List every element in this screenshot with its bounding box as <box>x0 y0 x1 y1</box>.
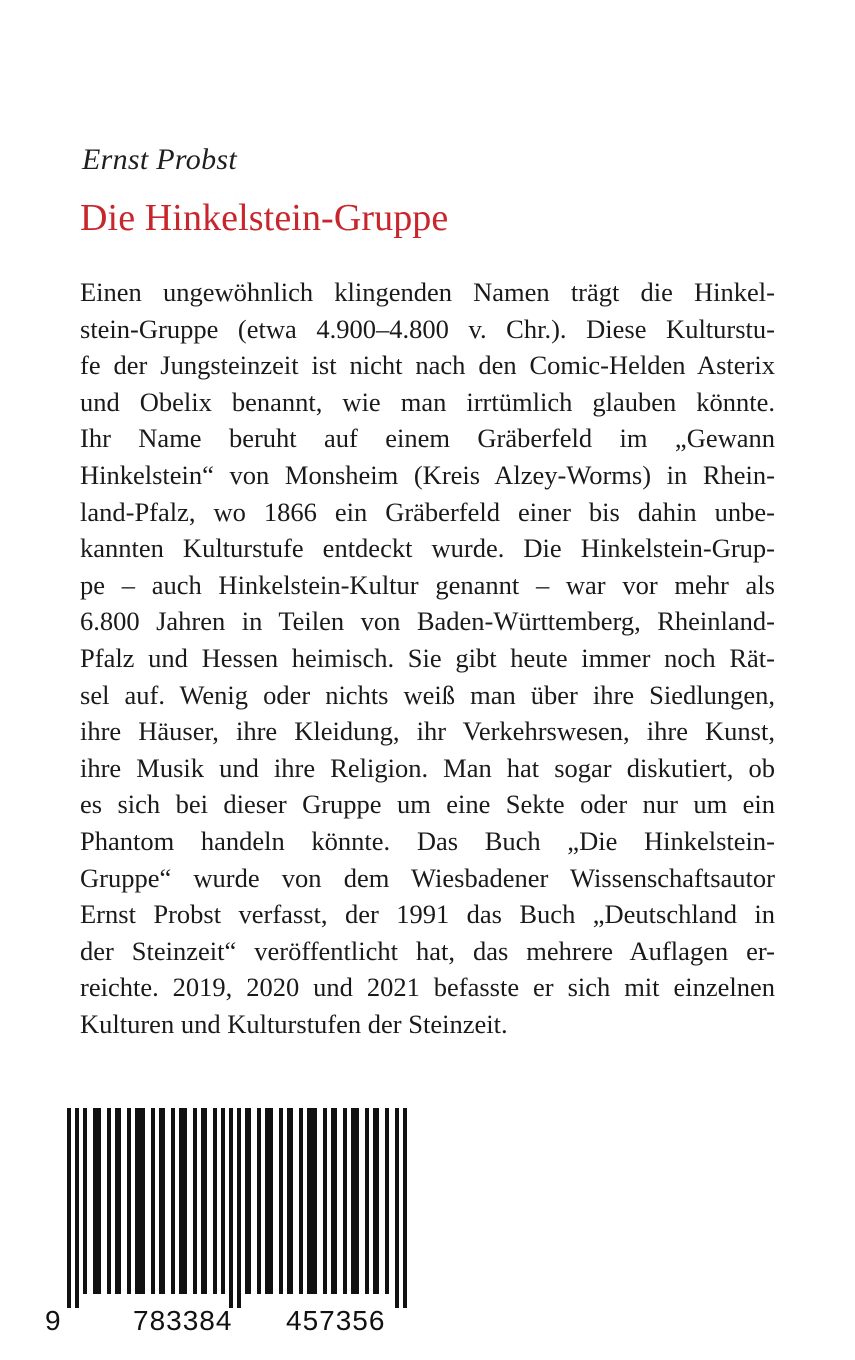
barcode-bar <box>93 1108 101 1294</box>
barcode-bar <box>159 1108 165 1294</box>
barcode-bar <box>107 1108 111 1294</box>
barcode-digit-first: 9 <box>45 1305 61 1332</box>
blurb-line: der Steinzeit“ veröffentlicht hat, das mehrere Auflagen er- <box>80 935 775 966</box>
blurb-line: land-Pfalz, wo 1866 ein Gräberfeld einer bis dahin unbe- <box>80 496 775 527</box>
barcode-bar <box>67 1108 71 1308</box>
barcode-bar <box>279 1108 283 1294</box>
blurb-line: und Obelix benannt, wie man irrtümlich glauben könnte. <box>80 386 775 417</box>
blurb-line: Hinkelstein“ von Monsheim (Kreis Alzey-Worms) in Rhein- <box>80 459 775 490</box>
blurb-line: reichte. 2019, 2020 und 2021 befasste er sich mit einzelnen <box>80 972 775 1003</box>
barcode-digits-right: 457356 <box>286 1305 386 1332</box>
barcode-bar <box>171 1108 175 1294</box>
blurb-line: fe der Jungsteinzeit ist nicht nach den Comic-Helden Asterix <box>80 350 775 381</box>
author-name: Ernst Probst <box>82 143 238 176</box>
barcode-bar <box>299 1108 303 1294</box>
book-title: Die Hinkelstein-Gruppe <box>80 197 449 239</box>
barcode-bar <box>331 1108 337 1294</box>
blurb-line: Phantom handeln könnte. Das Buch „Die Hinkelstein- <box>80 825 775 856</box>
barcode-bar <box>135 1108 145 1294</box>
barcode-bar <box>351 1108 359 1294</box>
barcode-bar <box>221 1108 225 1294</box>
blurb-line: kannten Kulturstufe entdeckt wurde. Die Hinkelstein-Grup- <box>80 533 775 564</box>
barcode-bar <box>151 1108 155 1294</box>
blurb-line: 6.800 Jahren in Teilen von Baden-Württemberg, Rheinland- <box>80 606 775 637</box>
blurb-line: Ernst Probst verfasst, der 1991 das Buch „Deutschland in <box>80 899 775 930</box>
blurb-line: stein-Gruppe (etwa 4.900–4.800 v. Chr.). Diese Kulturstu- <box>80 313 775 344</box>
blurb-line: pe – auch Hinkelstein-Kultur genannt – war vor mehr als <box>80 569 775 600</box>
blurb-line: Einen ungewöhnlich klingenden Namen trägt die Hinkel- <box>80 277 775 307</box>
barcode-bar <box>265 1108 273 1294</box>
barcode-bar <box>403 1108 407 1308</box>
barcode-bar <box>245 1108 251 1294</box>
barcode-bar <box>83 1108 87 1294</box>
blurb-line: es sich bei dieser Gruppe um eine Sekte oder nur um ein <box>80 789 775 820</box>
blurb-line: Kulturen und Kulturstufen der Steinzeit. <box>80 1008 508 1039</box>
barcode-bar <box>201 1108 207 1294</box>
barcode-bar <box>385 1108 389 1294</box>
blurb-line: Ihr Name beruht auf einem Gräberfeld im „Gewann <box>80 423 775 454</box>
blurb-line: sel auf. Wenig oder nichts weiß man über ihre Siedlungen, <box>80 679 775 710</box>
blurb-text <box>80 274 775 1042</box>
barcode-bar <box>75 1108 79 1308</box>
blurb-line: ihre Musik und ihre Religion. Man hat sogar diskutiert, ob <box>80 752 775 783</box>
barcode-bar <box>127 1108 131 1294</box>
blurb-line: Gruppe“ wurde von dem Wiesbadener Wissenschaftsautor <box>80 862 775 893</box>
barcode-bar <box>229 1108 233 1308</box>
barcode-bar <box>365 1108 369 1294</box>
barcode-bar <box>287 1108 293 1294</box>
barcode-bar <box>373 1108 379 1294</box>
blurb-line: Pfalz und Hessen heimisch. Sie gibt heute immer noch Rät- <box>80 642 775 673</box>
barcode-digits-left: 783384 <box>133 1305 233 1332</box>
barcode-bar <box>193 1108 197 1294</box>
barcode-bar <box>395 1108 399 1308</box>
blurb-line: ihre Häuser, ihre Kleidung, ihr Verkehrswesen, ihre Kunst, <box>80 716 775 747</box>
barcode-bar <box>307 1108 317 1294</box>
barcode-bar <box>257 1108 261 1294</box>
isbn-barcode <box>45 1108 415 1332</box>
barcode-bars <box>67 1108 407 1308</box>
barcode-bar <box>213 1108 217 1294</box>
barcode-bar <box>323 1108 327 1294</box>
barcode-bar <box>115 1108 121 1294</box>
barcode-bar <box>179 1108 187 1294</box>
barcode-bar <box>343 1108 347 1294</box>
barcode-bar <box>237 1108 241 1308</box>
